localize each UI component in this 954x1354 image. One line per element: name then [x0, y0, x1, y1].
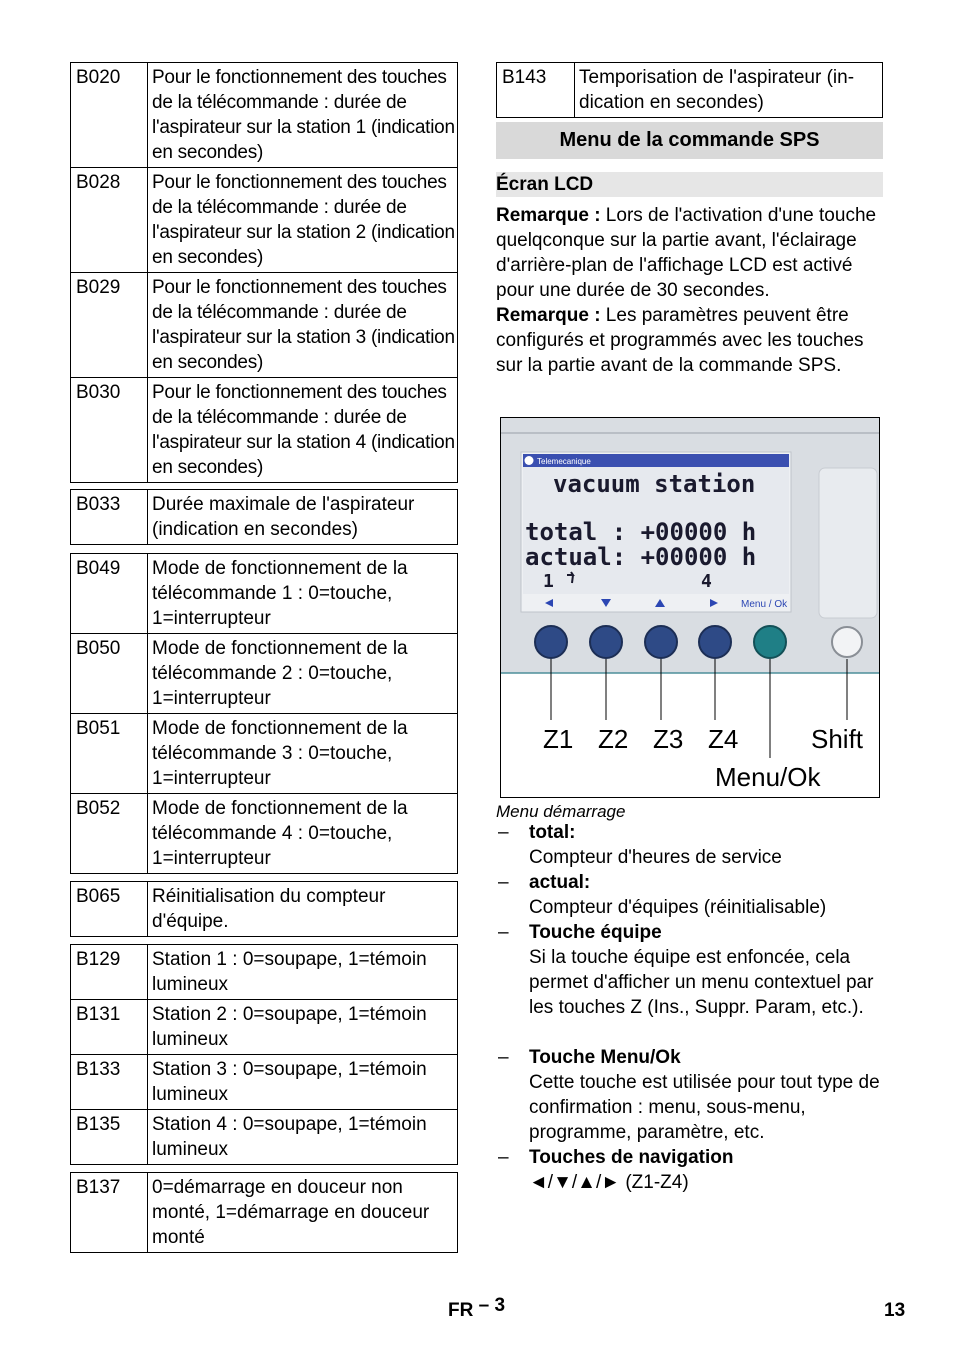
list-item-text: ◄/▼/▲/► (Z1-Z4)	[529, 1172, 689, 1193]
param-desc: Réinitialisation du compteur d'équipe.	[148, 882, 458, 937]
param-code: B028	[71, 168, 148, 273]
param-table-b143	[496, 62, 883, 118]
param-desc: Pour le fonctionnement des touches de la télécommande : durée de l'aspirateur sur la station 4 (indication en secondes)	[148, 378, 458, 483]
param-table-b033	[70, 489, 458, 545]
param-table-b129-b135	[70, 944, 458, 1165]
list-item	[496, 920, 886, 1020]
table-row	[71, 1055, 458, 1110]
list-item-title: actual:	[529, 872, 591, 893]
param-desc: Pour le fonctionnement des touches de la télécommande : durée de l'aspirateur sur la station 3 (indication en secondes)	[148, 273, 458, 378]
table-row	[71, 714, 458, 794]
param-desc: Station 3 : 0=soupape, 1=témoin lumineux	[148, 1055, 458, 1110]
table-row	[71, 63, 458, 168]
note-paragraph	[496, 203, 886, 303]
page-number: 13	[884, 1300, 906, 1321]
list-item-text: Compteur d'équipes (réinitialisable)	[529, 897, 827, 918]
param-desc: Station 1 : 0=soupape, 1=témoin lumineux	[148, 945, 458, 1000]
param-code: B129	[71, 945, 148, 1000]
device-edge	[501, 432, 879, 434]
device-side-window	[819, 468, 877, 618]
shift-key[interactable]	[832, 627, 862, 657]
z2-label: Z2	[598, 724, 629, 754]
brand-name: Telemecanique	[537, 457, 591, 466]
table-row	[71, 168, 458, 273]
footer-language	[448, 1295, 506, 1323]
param-desc: Pour le fonctionnement des touches de la télécommande : durée de l'aspirateur sur la station 2 (indication en secondes)	[148, 168, 458, 273]
param-code: B049	[71, 554, 148, 634]
menu-ok-label: Menu/Ok	[715, 762, 821, 792]
table-row	[71, 634, 458, 714]
footer-dash: –	[478, 1295, 490, 1316]
figure-caption: Menu démarrage	[496, 802, 626, 821]
table-row	[71, 882, 458, 937]
table-row	[71, 1110, 458, 1165]
z3-label: Z3	[653, 724, 684, 754]
note-paragraph	[496, 303, 886, 378]
lcd-line-title: vacuum station	[553, 470, 756, 498]
lcd-line-left-number: 1	[543, 571, 554, 592]
list-dash: –	[498, 872, 509, 893]
list-item-text: Si la touche équipe est enfoncée, cela permet d'afficher un menu contextuel par les touches Z (Ins., Suppr. Param, etc.).	[529, 947, 874, 1018]
list-item-title: Touche équipe	[529, 922, 662, 943]
plc-front-panel-illustration	[501, 418, 879, 797]
param-table-b020-b030	[70, 62, 458, 483]
lcd-line-total: total : +00000 h	[525, 518, 757, 546]
param-code: B133	[71, 1055, 148, 1110]
lcd-line-right-number: 4	[701, 571, 712, 592]
table-row	[71, 554, 458, 634]
table-row	[71, 490, 458, 545]
param-table-b137	[70, 1172, 458, 1253]
table-row	[71, 1173, 458, 1253]
list-item	[496, 1045, 886, 1145]
param-code: B065	[71, 882, 148, 937]
param-code: B033	[71, 490, 148, 545]
param-desc: 0=démarrage en douceur non monté, 1=démarrage en douceur monté	[148, 1173, 458, 1253]
menu-ok-small-label: Menu / Ok	[741, 599, 788, 610]
table-row	[71, 945, 458, 1000]
list-item-title: total:	[529, 822, 576, 843]
param-table-b065	[70, 881, 458, 937]
table-row	[71, 378, 458, 483]
list-item-title: Touche Menu/Ok	[529, 1047, 681, 1068]
list-dash: –	[498, 922, 509, 943]
param-code: B135	[71, 1110, 148, 1165]
subsection-title: Écran LCD	[496, 172, 883, 197]
list-dash: –	[498, 1147, 509, 1168]
param-code: B050	[71, 634, 148, 714]
plc-front-panel-figure	[500, 417, 880, 798]
note-text: Lors de l'activation d'une touche quelqconque sur la partie avant, l'éclairage d'arrière-plan de l'affichage LCD est activé pour une durée de 30 secondes.	[496, 205, 877, 301]
param-code: B143	[497, 63, 575, 118]
param-code: B137	[71, 1173, 148, 1253]
param-desc: Station 4 : 0=soupape, 1=témoin lumineux	[148, 1110, 458, 1165]
param-code: B051	[71, 714, 148, 794]
footer-sub-page: 3	[494, 1295, 506, 1316]
param-desc: Pour le fonctionnement des touches de la télécommande : durée de l'aspirateur sur la station 1 (indication en secondes)	[148, 63, 458, 168]
list-dash: –	[498, 1047, 509, 1068]
param-code: B030	[71, 378, 148, 483]
footer-lang: FR	[448, 1300, 474, 1321]
param-desc: Mode de fonctionnement de la télécommande 3 : 0=touche, 1=interrupteur	[148, 714, 458, 794]
param-code: B052	[71, 794, 148, 874]
list-item	[496, 870, 886, 920]
param-table-b049-b052	[70, 553, 458, 874]
z3-key[interactable]	[645, 626, 677, 658]
list-dash: –	[498, 822, 509, 843]
z1-label: Z1	[543, 724, 574, 754]
param-desc: Durée maximale de l'aspirateur (indication en secondes)	[148, 490, 458, 545]
z4-label: Z4	[708, 724, 739, 754]
param-desc: Mode de fonctionnement de la télécommande 4 : 0=touche, 1=interrupteur	[148, 794, 458, 874]
z4-key[interactable]	[699, 626, 731, 658]
table-row	[71, 1000, 458, 1055]
list-item-text: Compteur d'heures de service	[529, 847, 782, 868]
note-label: Remarque :	[496, 305, 601, 326]
list-item-text: Cette touche est utilisée pour tout type de confirmation : menu, sous-menu, programme, paramètre, etc.	[529, 1072, 880, 1143]
param-desc: Mode de fonctionnement de la télécommande 1 : 0=touche, 1=interrupteur	[148, 554, 458, 634]
lcd-line-actual: actual: +00000 h	[525, 543, 757, 571]
list-item	[496, 1145, 886, 1195]
list-item	[496, 820, 886, 870]
list-item-title: Touches de navigation	[529, 1147, 734, 1168]
z1-key[interactable]	[535, 626, 567, 658]
param-code: B029	[71, 273, 148, 378]
table-row	[71, 794, 458, 874]
table-row	[71, 273, 458, 378]
note-text: Les paramètres peuvent être configurés et programmés avec les touches sur la partie avant de la commande SPS.	[496, 305, 864, 376]
table-row	[497, 63, 883, 118]
note-label: Remarque :	[496, 205, 601, 226]
shift-label: Shift	[811, 724, 864, 754]
param-desc: Station 2 : 0=soupape, 1=témoin lumineux	[148, 1000, 458, 1055]
menu-ok-key[interactable]	[754, 626, 786, 658]
section-title: Menu de la commande SPS	[496, 122, 883, 159]
param-desc: Temporisation de l'aspirateur (in-dication en secondes)	[575, 63, 883, 118]
z2-key[interactable]	[590, 626, 622, 658]
param-code: B131	[71, 1000, 148, 1055]
param-desc: Mode de fonctionnement de la télécommande 2 : 0=touche, 1=interrupteur	[148, 634, 458, 714]
brand-logo-icon	[525, 456, 534, 465]
param-code: B020	[71, 63, 148, 168]
